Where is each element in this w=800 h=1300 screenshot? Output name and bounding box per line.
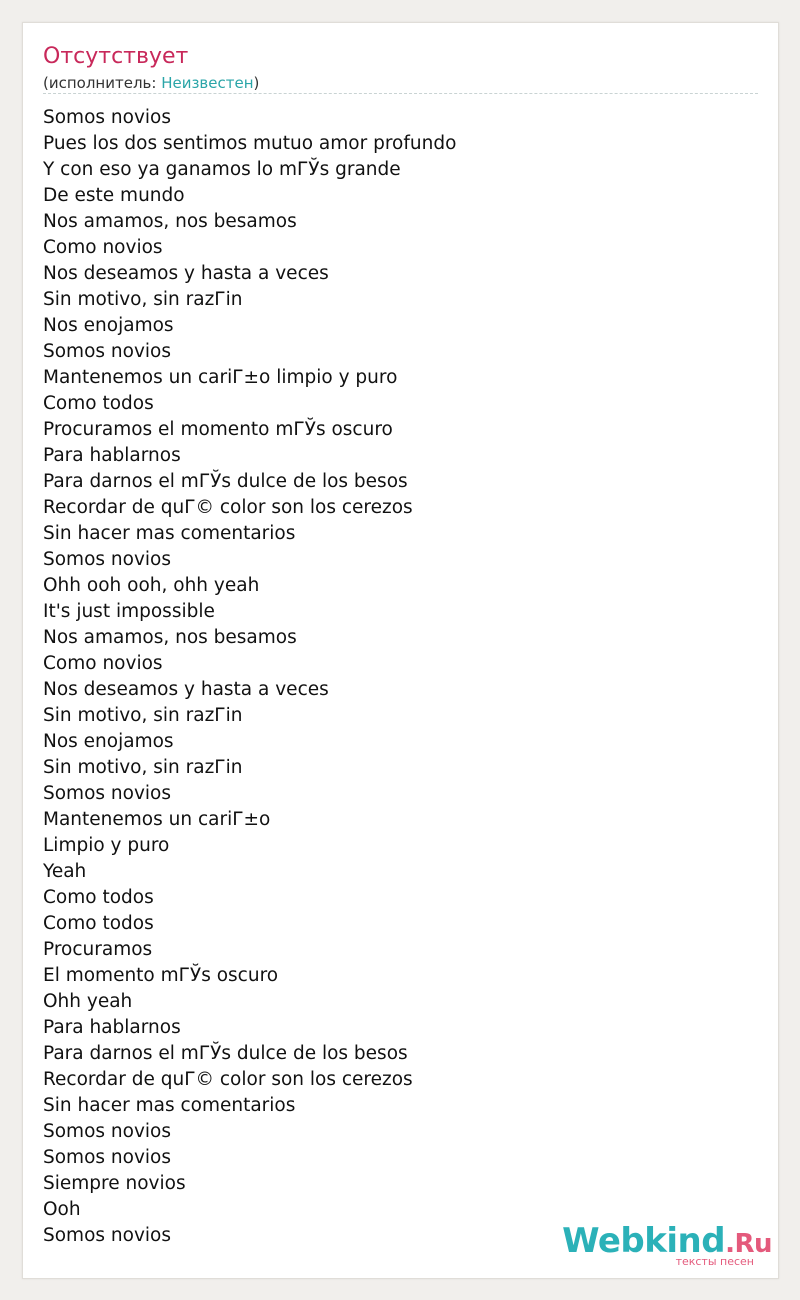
lyric-line: Nos deseamos y hasta a veces [43, 679, 329, 700]
lyric-line: Procuramos el momento mГЎs oscuro [43, 419, 393, 440]
lyric-line: Somos novios [43, 1121, 172, 1142]
logo-tagline: тексты песен [675, 1255, 754, 1268]
lyric-line: Mantenemos un cariГ±o [43, 809, 271, 830]
lyric-line: Como novios [43, 237, 163, 258]
artist-prefix: (исполнитель: [43, 74, 162, 92]
lyric-line: Nos enojamos [43, 315, 174, 336]
lyric-line: Somos novios [43, 107, 172, 128]
song-title: Отсутствует [43, 44, 189, 69]
lyric-line: Pues los dos sentimos mutuo amor profundo [43, 133, 457, 154]
lyric-line: Como novios [43, 653, 163, 674]
artist-link[interactable]: Неизвестен [161, 74, 254, 92]
lyric-line: Somos novios [43, 1225, 172, 1246]
lyric-line: Para darnos el mГЎs dulce de los besos [43, 471, 408, 492]
lyric-line: Para hablarnos [43, 445, 181, 466]
lyrics-card [22, 22, 779, 1279]
lyric-line: Y con eso ya ganamos lo mГЎs grande [43, 159, 401, 180]
lyric-line: Ohh yeah [43, 991, 133, 1012]
lyric-line: Sin motivo, sin razГіn [43, 705, 243, 726]
lyric-line: Sin motivo, sin razГіn [43, 757, 243, 778]
lyric-line: Para hablarnos [43, 1017, 181, 1038]
title-divider [43, 93, 758, 94]
lyric-line: De este mundo [43, 185, 185, 206]
lyrics-text [43, 105, 456, 1249]
lyric-line: Recordar de quГ© color son los cerezos [43, 497, 413, 518]
lyric-line: Como todos [43, 887, 154, 908]
webkind-logo[interactable] [562, 1221, 772, 1272]
lyric-line: El momento mГЎs oscuro [43, 965, 279, 986]
lyric-line: Como todos [43, 393, 154, 414]
lyric-line: Nos deseamos y hasta a veces [43, 263, 329, 284]
lyric-line: Ohh ooh ooh, ohh yeah [43, 575, 260, 596]
lyric-line: Sin motivo, sin razГіn [43, 289, 243, 310]
lyric-line: Ooh [43, 1199, 81, 1220]
lyric-line: It's just impossible [43, 601, 215, 622]
logo-ext: .Ru [725, 1229, 772, 1259]
lyric-line: Sin hacer mas comentarios [43, 523, 296, 544]
lyric-line: Yeah [43, 861, 87, 882]
lyric-line: Recordar de quГ© color son los cerezos [43, 1069, 413, 1090]
lyric-line: Nos amamos, nos besamos [43, 627, 297, 648]
lyric-line: Mantenemos un cariГ±o limpio y puro [43, 367, 398, 388]
lyric-line: Nos enojamos [43, 731, 174, 752]
artist-suffix: ) [253, 74, 260, 92]
lyric-line: Siempre novios [43, 1173, 186, 1194]
lyric-line: Somos novios [43, 783, 172, 804]
lyric-line: Limpio y puro [43, 835, 170, 856]
lyric-line: Somos novios [43, 549, 172, 570]
artist-line [43, 73, 259, 93]
lyric-line: Nos amamos, nos besamos [43, 211, 297, 232]
lyric-line: Como todos [43, 913, 154, 934]
logo-name: Webkind [562, 1221, 726, 1261]
lyric-line: Somos novios [43, 341, 172, 362]
lyric-line: Somos novios [43, 1147, 172, 1168]
lyric-line: Para darnos el mГЎs dulce de los besos [43, 1043, 408, 1064]
lyric-line: Sin hacer mas comentarios [43, 1095, 296, 1116]
lyric-line: Procuramos [43, 939, 153, 960]
